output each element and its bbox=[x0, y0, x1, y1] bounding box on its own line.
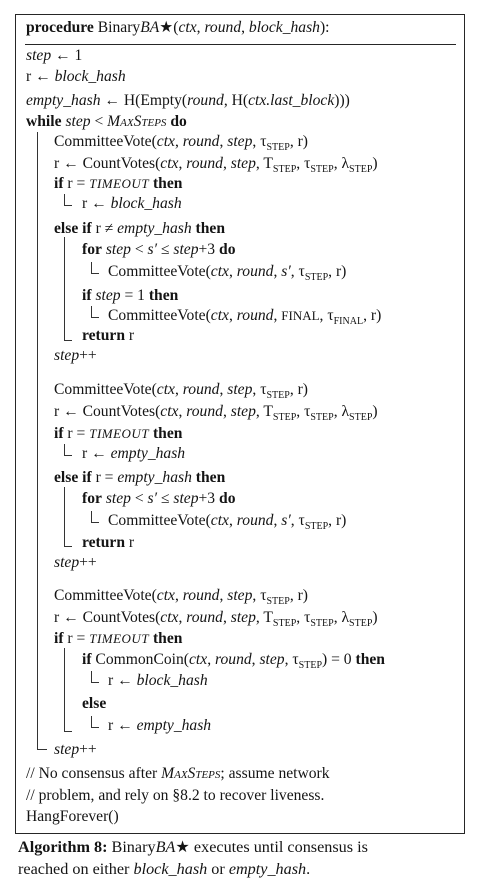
algo-line-26: r ← CountVotes(ctx, round, step, $T_{STEP}$, $\tau_{STEP}$, $\lambda_{STEP}$) bbox=[54, 609, 378, 630]
algo-line-30: else bbox=[82, 695, 107, 712]
algo-line-19: r ← empty_hash bbox=[82, 445, 186, 462]
else-if-bar-2-foot bbox=[64, 546, 72, 547]
coin-else-bar-foot bbox=[91, 727, 99, 728]
algo-line-14: return r bbox=[82, 327, 135, 344]
algo-line-2: r ← block_hash bbox=[26, 68, 126, 85]
algo-line-16: CommitteeVote(ctx, round, step, $\tau_{STEP}$, r) bbox=[54, 381, 308, 402]
while-bar-foot bbox=[37, 749, 47, 750]
algo-line-4: while step < MaxSteps do bbox=[26, 113, 187, 130]
caption-line-1 bbox=[18, 836, 368, 858]
algo-line-9: else if r ≠ empty_hash then bbox=[54, 220, 226, 237]
algo-header: procedure BinaryBA★(ctx, round, block_hash): bbox=[26, 19, 330, 36]
algo-line-11: CommitteeVote(ctx, round, s′, $\tau_{STEP}$, r) bbox=[108, 263, 347, 284]
for-bar-1-foot bbox=[91, 273, 99, 274]
algo-line-34: // problem, and rely on §8.2 to recover liveness. bbox=[26, 787, 325, 804]
algo-line-23: return r bbox=[82, 534, 135, 551]
algo-line-6: r ← CountVotes(ctx, round, step, $T_{STEP}$, $\tau_{STEP}$, $\lambda_{STEP}$) bbox=[54, 155, 378, 176]
if-step-bar-foot bbox=[91, 317, 99, 318]
algo-line-33: // No consensus after MaxSteps; assume network bbox=[26, 765, 330, 782]
for-bar-2-foot bbox=[91, 522, 99, 523]
caption-line-2: reached on either block_hash or empty_hash. bbox=[18, 860, 311, 878]
algo-line-3: empty_hash ← H(Empty(round, H(ctx.last_block))) bbox=[26, 92, 350, 109]
algo-line-12: if step = 1 then bbox=[82, 287, 179, 304]
algo-line-29: r ← block_hash bbox=[108, 672, 208, 689]
while-bar bbox=[37, 132, 38, 750]
algo-line-28: if CommonCoin(ctx, round, step, $\tau_{STEP}) = 0$ then bbox=[82, 651, 385, 672]
algo-line-7: if r = TIMEOUT then bbox=[54, 175, 183, 192]
algo-line-5: CommitteeVote(ctx, round, step, $\tau_{STEP}$, r) bbox=[54, 133, 308, 154]
algo-line-27: if r = TIMEOUT then bbox=[54, 630, 183, 647]
else-if-bar-2 bbox=[64, 487, 65, 547]
if-timeout-bar-3 bbox=[64, 648, 65, 732]
if-timeout-bar-1-foot bbox=[64, 205, 72, 206]
if-timeout-bar-2-foot bbox=[64, 455, 72, 456]
else-if-bar-1-foot bbox=[64, 340, 72, 341]
caption-label: Algorithm 8: bbox=[18, 838, 108, 856]
algo-line-13: CommitteeVote(ctx, round, FINAL, $\tau_{FINAL}$, r) bbox=[108, 307, 382, 328]
algo-line-15: step++ bbox=[54, 347, 97, 364]
algo-line-1: step ← 1 bbox=[26, 47, 83, 64]
algo-line-10: for step < s′ ≤ step+3 do bbox=[82, 241, 236, 258]
algo-line-22: CommitteeVote(ctx, round, s′, $\tau_{STEP}$, r) bbox=[108, 512, 347, 533]
coin-if-bar-foot bbox=[91, 682, 99, 683]
algo-line-35: HangForever() bbox=[26, 808, 119, 825]
else-if-bar-1 bbox=[64, 237, 65, 341]
algo-line-18: if r = TIMEOUT then bbox=[54, 425, 183, 442]
algo-line-21: for step < s′ ≤ step+3 do bbox=[82, 490, 236, 507]
algo-line-25: CommitteeVote(ctx, round, step, $\tau_{STEP}$, r) bbox=[54, 587, 308, 608]
algo-line-32: step++ bbox=[54, 741, 97, 758]
algo-line-24: step++ bbox=[54, 554, 97, 571]
algo-line-17: r ← CountVotes(ctx, round, step, $T_{STEP}$, $\tau_{STEP}$, $\lambda_{STEP}$) bbox=[54, 403, 378, 424]
if-timeout-bar-3-foot bbox=[64, 731, 72, 732]
caption-text-1: BinaryBA★ executes until consensus is bbox=[111, 838, 368, 856]
algo-line-8: r ← block_hash bbox=[82, 195, 182, 212]
algo-line-31: r ← empty_hash bbox=[108, 717, 212, 734]
algo-line-20: else if r = empty_hash then bbox=[54, 469, 226, 486]
header-rule bbox=[25, 44, 456, 45]
